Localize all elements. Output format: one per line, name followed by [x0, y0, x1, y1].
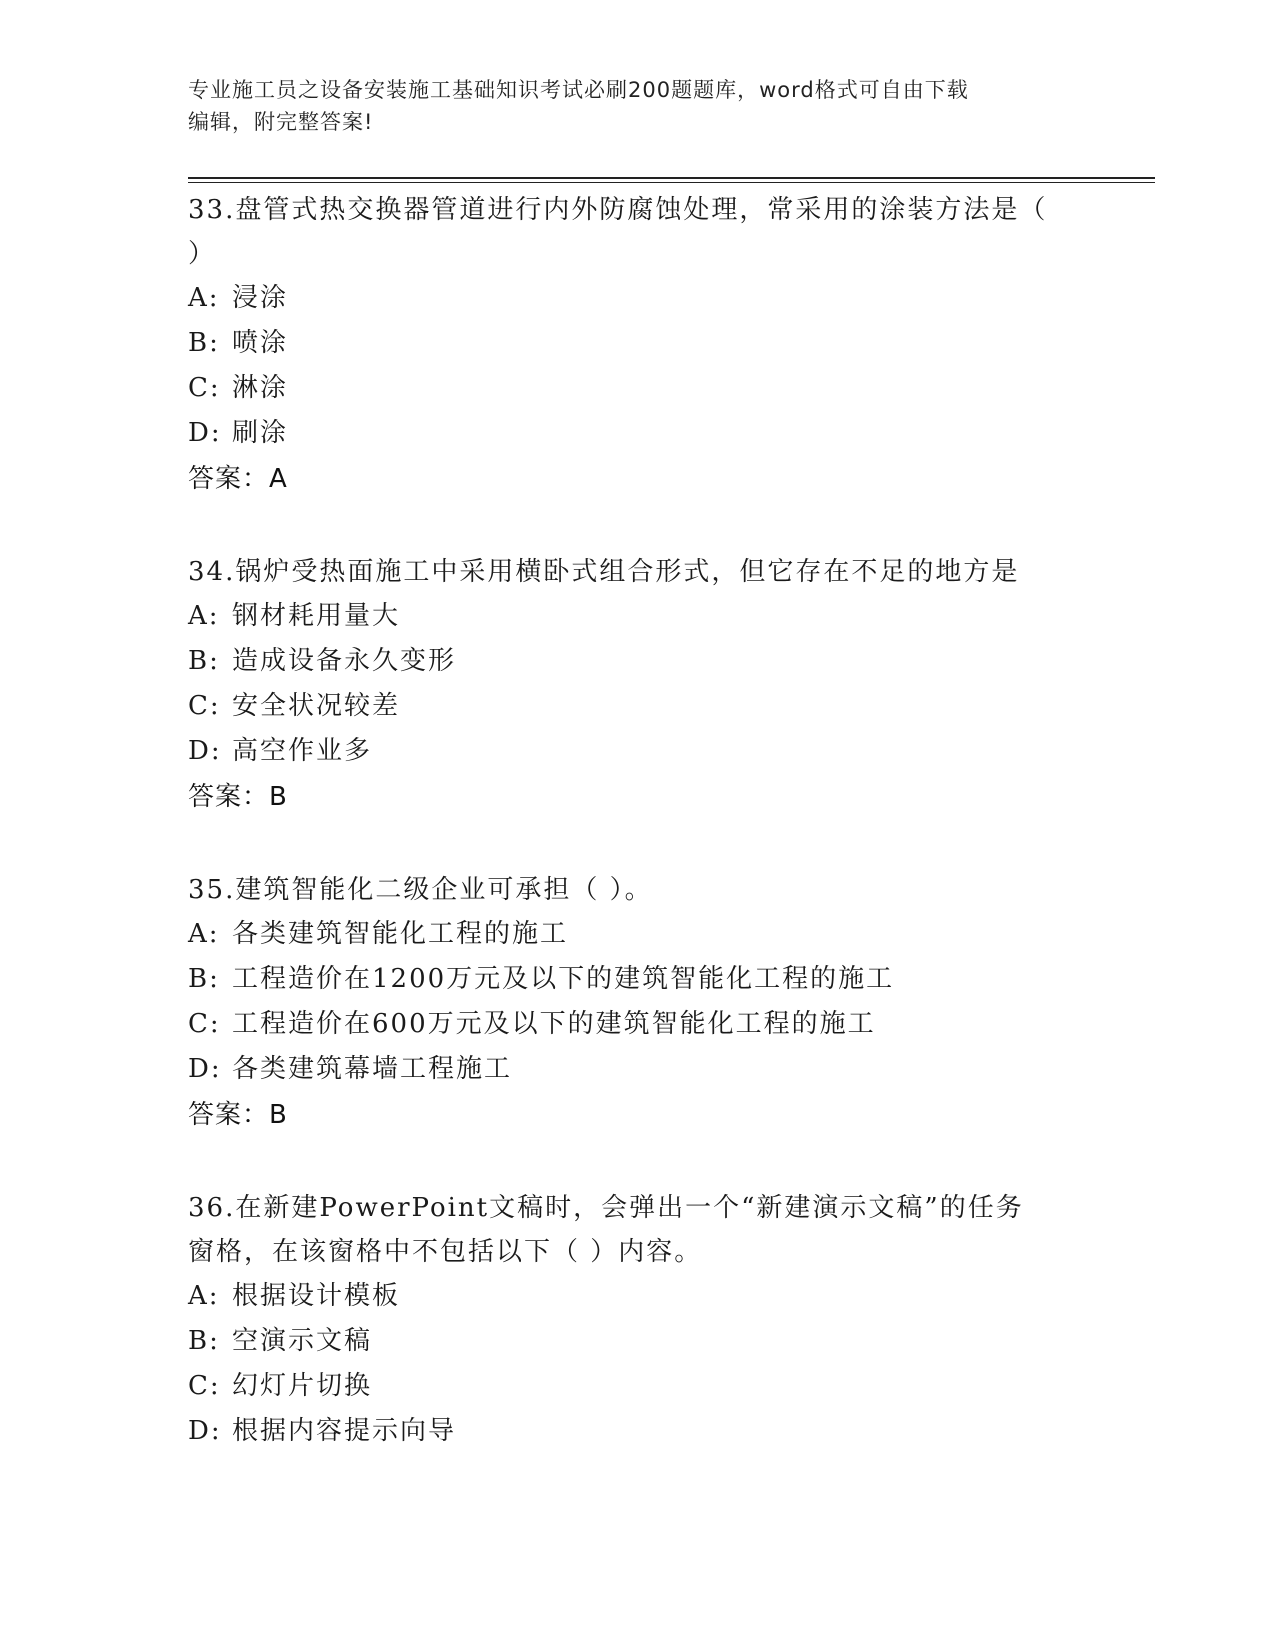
option-letter: D: — [188, 1416, 222, 1446]
option-text: 安全状况较差 — [232, 691, 401, 721]
question-spacer — [188, 1138, 1088, 1186]
question-spacer — [188, 502, 1088, 550]
option-letter: D: — [188, 1054, 222, 1084]
option-text: 各类建筑幕墙工程施工 — [232, 1054, 513, 1084]
option-text: 幻灯片切换 — [232, 1371, 373, 1401]
option-c — [188, 684, 1088, 729]
option-text: 浸涂 — [232, 283, 289, 313]
option-a — [188, 594, 1088, 639]
question-stem-line-1: 35.建筑智能化二级企业可承担（ ）。 — [188, 875, 653, 905]
option-a — [188, 1274, 1088, 1319]
question-stem-line-1: 36.在新建PowerPoint文稿时，会弹出一个“新建演示文稿”的任务 — [188, 1193, 1024, 1223]
option-d — [188, 411, 1088, 456]
option-text: 高空作业多 — [232, 736, 373, 766]
question-stem-line-2: 窗格，在该窗格中不包括以下（ ）内容。 — [188, 1237, 703, 1267]
answer-line: 答案：B — [188, 1100, 288, 1130]
option-text: 工程造价在600万元及以下的建筑智能化工程的施工 — [232, 1009, 876, 1039]
option-text: 造成设备永久变形 — [232, 646, 457, 676]
question-36 — [188, 1186, 1088, 1454]
option-text: 钢材耗用量大 — [232, 601, 401, 631]
option-text: 各类建筑智能化工程的施工 — [232, 919, 569, 949]
option-letter: B: — [188, 328, 220, 358]
option-b — [188, 639, 1088, 684]
option-b — [188, 957, 1088, 1002]
question-stem-line-1: 33.盘管式热交换器管道进行内外防腐蚀处理，常采用的涂装方法是（ — [188, 195, 1048, 225]
option-letter: A: — [188, 919, 220, 949]
option-letter: C: — [188, 373, 221, 403]
header-line-1: 专业施工员之设备安装施工基础知识考试必刷200题题库，word格式可自由下载 — [188, 78, 969, 102]
option-d — [188, 1409, 1088, 1454]
question-34 — [188, 550, 1088, 820]
option-letter: C: — [188, 1371, 221, 1401]
option-a — [188, 912, 1088, 957]
option-c — [188, 366, 1088, 411]
option-letter: B: — [188, 964, 220, 994]
option-text: 根据内容提示向导 — [232, 1416, 457, 1446]
header-divider-thick — [188, 177, 1155, 179]
question-list — [188, 188, 1088, 1454]
option-text: 淋涂 — [232, 373, 289, 403]
option-letter: B: — [188, 646, 220, 676]
answer-line: 答案：B — [188, 782, 288, 812]
option-d — [188, 1047, 1088, 1092]
option-c — [188, 1002, 1088, 1047]
question-stem-line-1: 34.锅炉受热面施工中采用横卧式组合形式，但它存在不足的地方是 — [188, 557, 1020, 587]
option-letter: D: — [188, 418, 222, 448]
option-letter: A: — [188, 601, 220, 631]
question-stem — [188, 1186, 1088, 1274]
question-spacer — [188, 820, 1088, 868]
option-a — [188, 276, 1088, 321]
option-text: 空演示文稿 — [232, 1326, 373, 1356]
header-divider-thin — [188, 182, 1155, 183]
option-letter: A: — [188, 283, 220, 313]
question-stem-line-2: ） — [188, 239, 217, 269]
option-text: 工程造价在1200万元及以下的建筑智能化工程的施工 — [232, 964, 895, 994]
option-letter: D: — [188, 736, 222, 766]
question-stem — [188, 868, 1088, 912]
option-text: 刷涂 — [232, 418, 289, 448]
option-b — [188, 321, 1088, 366]
option-text: 喷涂 — [232, 328, 289, 358]
document-header — [188, 74, 1088, 138]
option-letter: A: — [188, 1281, 220, 1311]
question-stem — [188, 550, 1088, 594]
option-d — [188, 729, 1088, 774]
option-letter: C: — [188, 691, 221, 721]
question-stem — [188, 188, 1088, 276]
answer-line: 答案：A — [188, 464, 288, 494]
option-text: 根据设计模板 — [232, 1281, 401, 1311]
question-33 — [188, 188, 1088, 502]
option-letter: B: — [188, 1326, 220, 1356]
header-line-2: 编辑，附完整答案! — [188, 110, 374, 134]
option-letter: C: — [188, 1009, 221, 1039]
option-c — [188, 1364, 1088, 1409]
question-35 — [188, 868, 1088, 1138]
option-b — [188, 1319, 1088, 1364]
